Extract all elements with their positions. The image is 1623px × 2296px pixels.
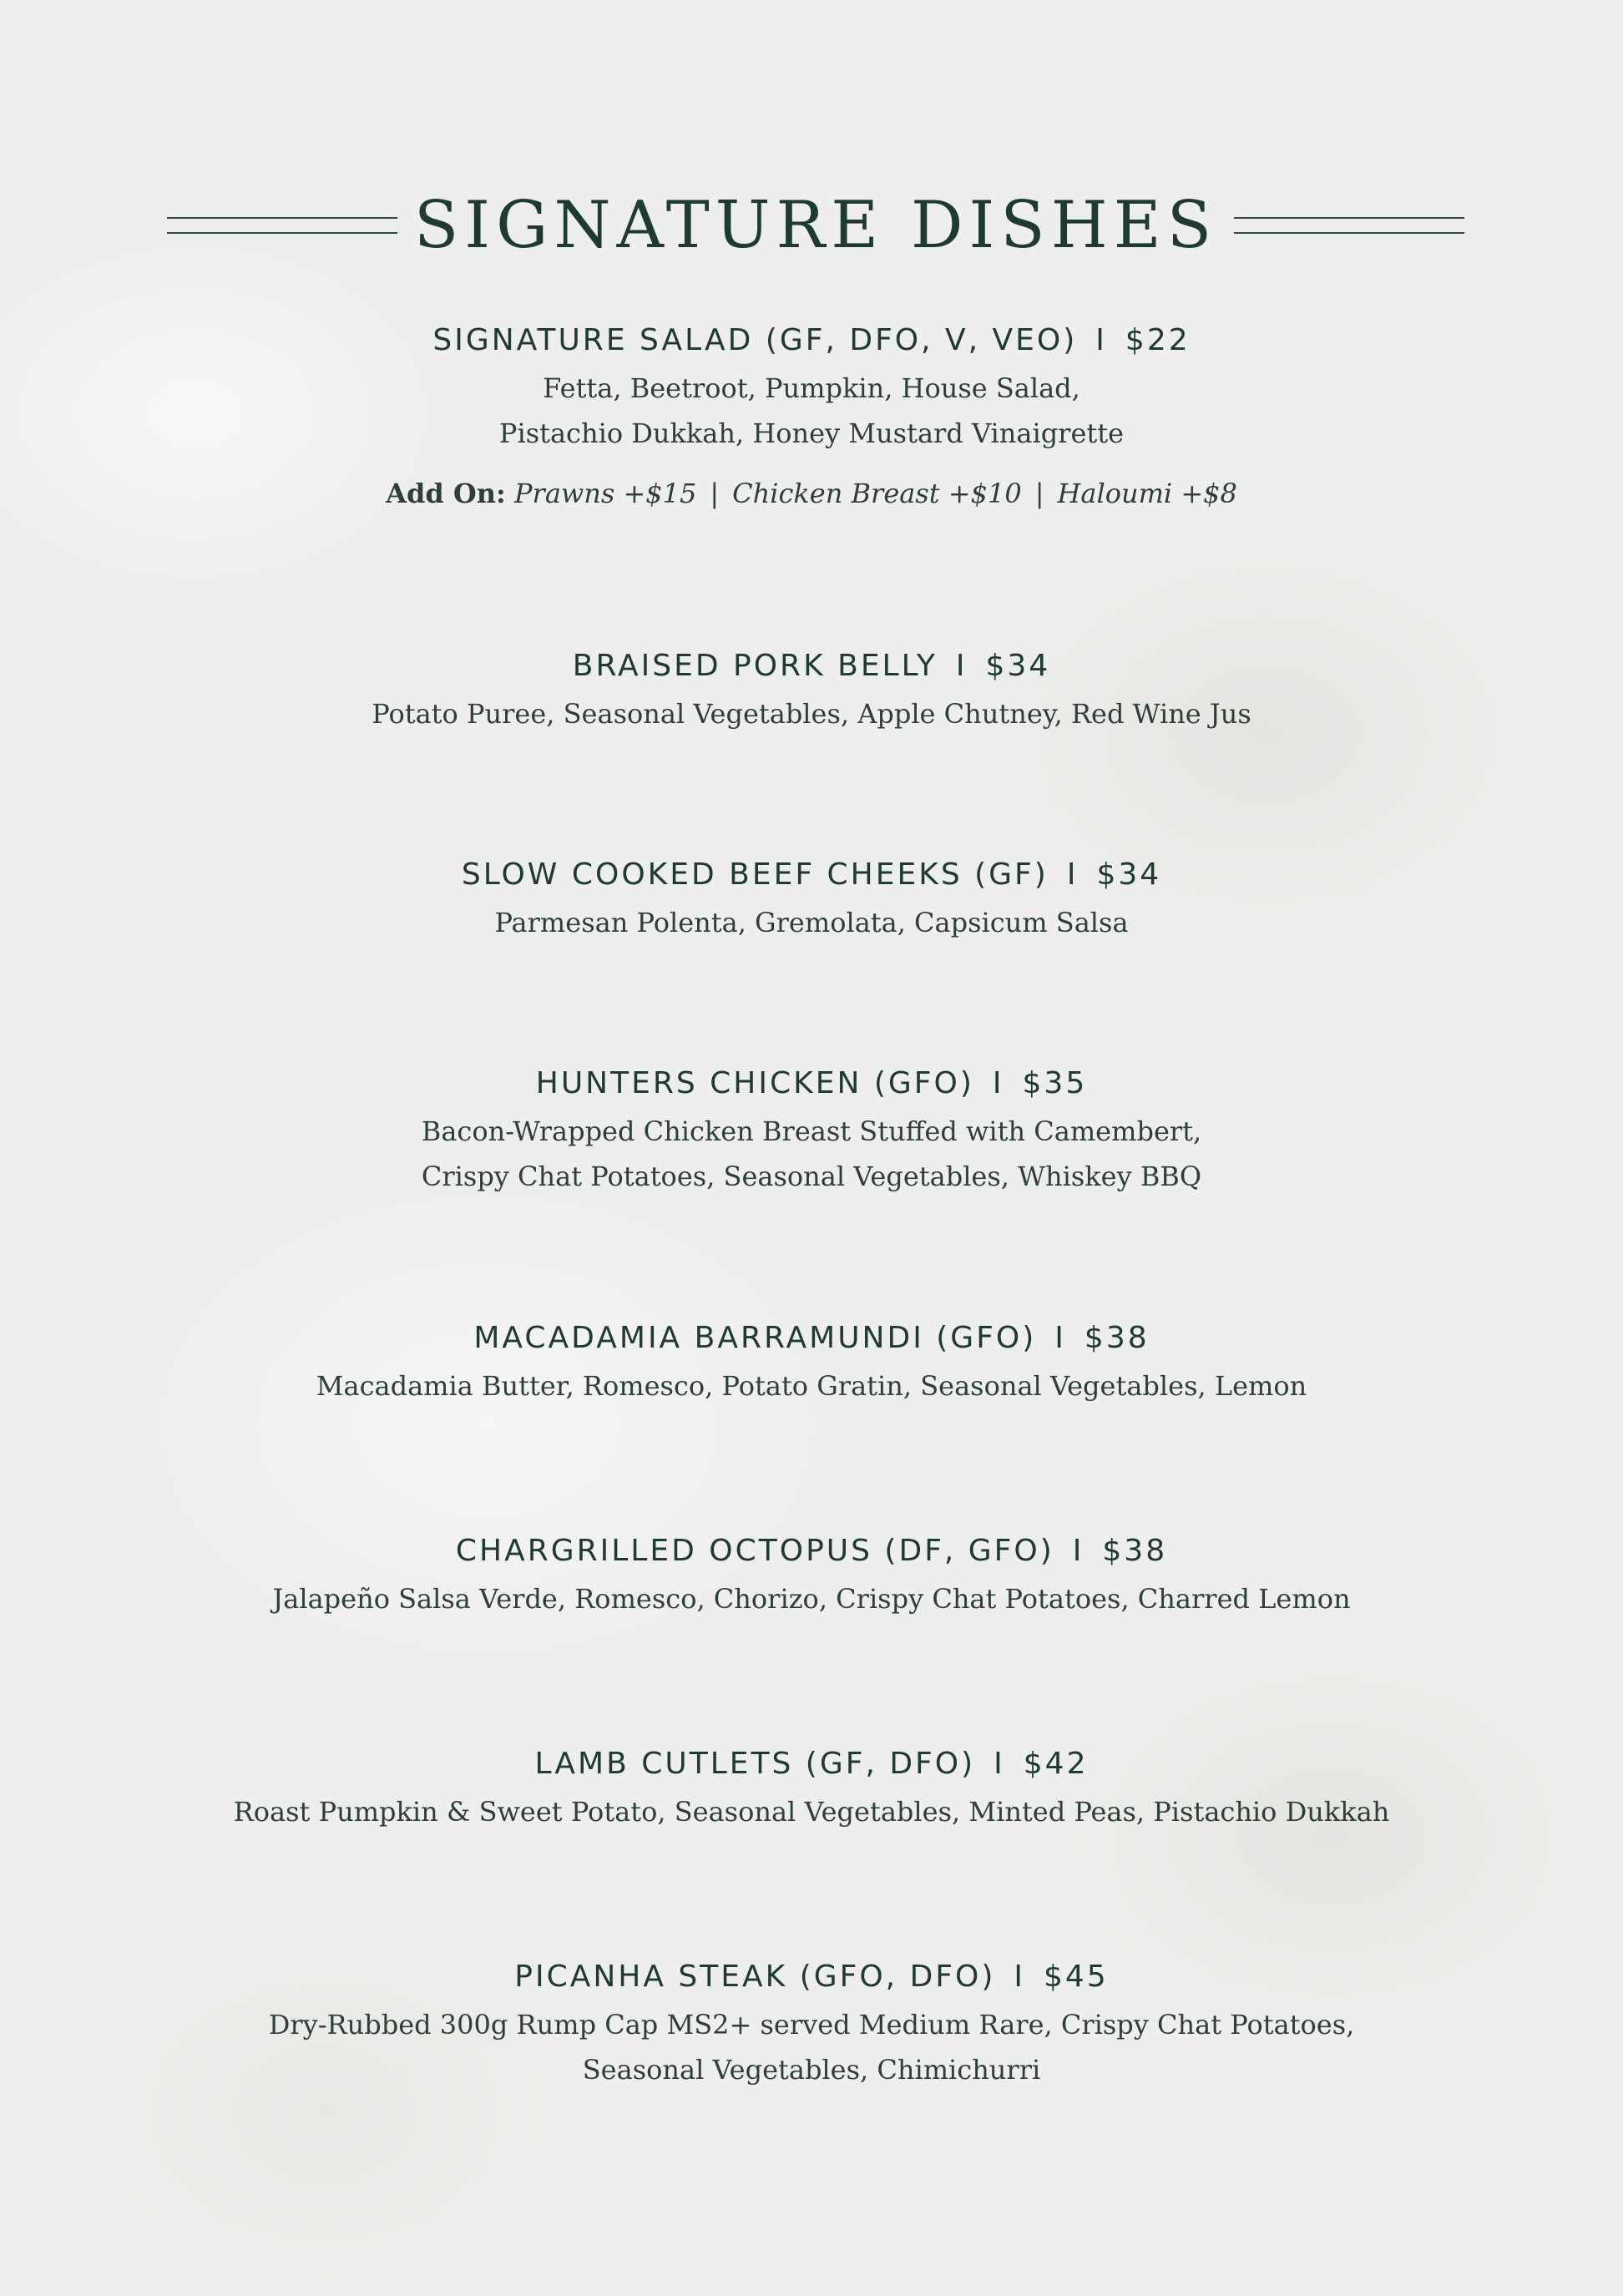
dish-name: SLOW COOKED BEEF CHEEKS (GF) bbox=[461, 857, 1049, 892]
dish-description-line: Pistachio Dukkah, Honey Mustard Vinaigrette bbox=[498, 417, 1125, 449]
menu-item-macadamia-barramundi bbox=[0, 1313, 1623, 1408]
dish-price: $35 bbox=[1022, 1066, 1088, 1100]
menu-item-signature-salad bbox=[0, 316, 1623, 516]
dish-price: $22 bbox=[1125, 323, 1191, 357]
price-separator: I bbox=[1072, 1534, 1085, 1568]
price-separator: I bbox=[992, 1066, 1004, 1100]
dish-price: $45 bbox=[1044, 1960, 1109, 1994]
dish-price: $42 bbox=[1023, 1747, 1089, 1781]
dish-description-line: Dry-Rubbed 300g Rump Cap MS2+ served Medium Rare, Crispy Chat Potatoes, bbox=[268, 2009, 1355, 2041]
dish-name: BRAISED PORK BELLY bbox=[572, 649, 938, 683]
add-on-divider: | bbox=[710, 478, 720, 509]
dish-description-line: Seasonal Vegetables, Chimichurri bbox=[582, 2054, 1041, 2086]
price-separator: I bbox=[955, 649, 968, 683]
menu-item-chargrilled-octopus bbox=[0, 1526, 1623, 1621]
dish-name: HUNTERS CHICKEN (GFO) bbox=[535, 1066, 974, 1100]
dish-price: $34 bbox=[1096, 857, 1162, 892]
price-separator: I bbox=[1014, 1960, 1025, 1994]
dish-name: LAMB CUTLETS (GF, DFO) bbox=[534, 1747, 976, 1781]
dish-heading bbox=[0, 1952, 1623, 2002]
price-separator: I bbox=[1095, 323, 1107, 357]
left-double-rule bbox=[167, 217, 397, 234]
add-on-haloumi: Haloumi +$8 bbox=[1057, 478, 1237, 509]
right-double-rule bbox=[1234, 217, 1464, 234]
price-separator: I bbox=[994, 1747, 1005, 1781]
add-on-label: Add On: bbox=[386, 478, 506, 509]
dish-description-line: Roast Pumpkin & Sweet Potato, Seasonal Vegetables, Minted Peas, Pistachio Dukkah bbox=[233, 1796, 1390, 1828]
price-separator: I bbox=[1066, 857, 1079, 892]
menu-item-picanha-steak bbox=[0, 1952, 1623, 2092]
dish-name: PICANHA STEAK (GFO, DFO) bbox=[514, 1960, 996, 1994]
dish-description-line: Fetta, Beetroot, Pumpkin, House Salad, bbox=[543, 372, 1080, 404]
dish-name: MACADAMIA BARRAMUNDI (GFO) bbox=[473, 1321, 1037, 1355]
dish-name: SIGNATURE SALAD (GF, DFO, V, VEO) bbox=[432, 323, 1078, 357]
dish-heading bbox=[0, 1059, 1623, 1109]
dish-description-line: Bacon-Wrapped Chicken Breast Stuffed with Camembert, bbox=[421, 1115, 1202, 1147]
price-separator: I bbox=[1054, 1321, 1066, 1355]
page-title: SIGNATURE DISHES bbox=[413, 188, 1218, 263]
menu-item-braised-pork-belly bbox=[0, 641, 1623, 736]
menu-item-hunters-chicken bbox=[0, 1059, 1623, 1199]
menu-header bbox=[0, 175, 1623, 276]
dish-description-line: Parmesan Polenta, Gremolata, Capsicum Salsa bbox=[494, 907, 1129, 938]
add-on-line bbox=[0, 471, 1623, 516]
dish-price: $34 bbox=[985, 649, 1051, 683]
dish-heading bbox=[0, 1526, 1623, 1576]
menu-item-lamb-cutlets bbox=[0, 1739, 1623, 1834]
add-on-prawns: Prawns +$15 bbox=[513, 478, 697, 509]
dish-heading bbox=[0, 641, 1623, 691]
dish-description-line: Jalapeño Salsa Verde, Romesco, Chorizo, Crispy Chat Potatoes, Charred Lemon bbox=[272, 1583, 1351, 1615]
dish-description-line: Crispy Chat Potatoes, Seasonal Vegetables, Whiskey BBQ bbox=[421, 1161, 1202, 1192]
add-on-chicken-breast: Chicken Breast +$10 bbox=[732, 478, 1022, 509]
dish-price: $38 bbox=[1102, 1534, 1168, 1568]
add-on-divider: | bbox=[1034, 478, 1044, 509]
menu-item-slow-cooked-beef-cheeks bbox=[0, 850, 1623, 945]
dish-description-line: Macadamia Butter, Romesco, Potato Gratin, Seasonal Vegetables, Lemon bbox=[316, 1370, 1307, 1402]
dish-name: CHARGRILLED OCTOPUS (DF, GFO) bbox=[455, 1534, 1054, 1568]
dish-heading bbox=[0, 1739, 1623, 1789]
dish-heading bbox=[0, 316, 1623, 366]
dish-price: $38 bbox=[1084, 1321, 1150, 1355]
dish-description-line: Potato Puree, Seasonal Vegetables, Apple Chutney, Red Wine Jus bbox=[372, 698, 1251, 730]
dish-heading bbox=[0, 1313, 1623, 1363]
dish-heading bbox=[0, 850, 1623, 900]
